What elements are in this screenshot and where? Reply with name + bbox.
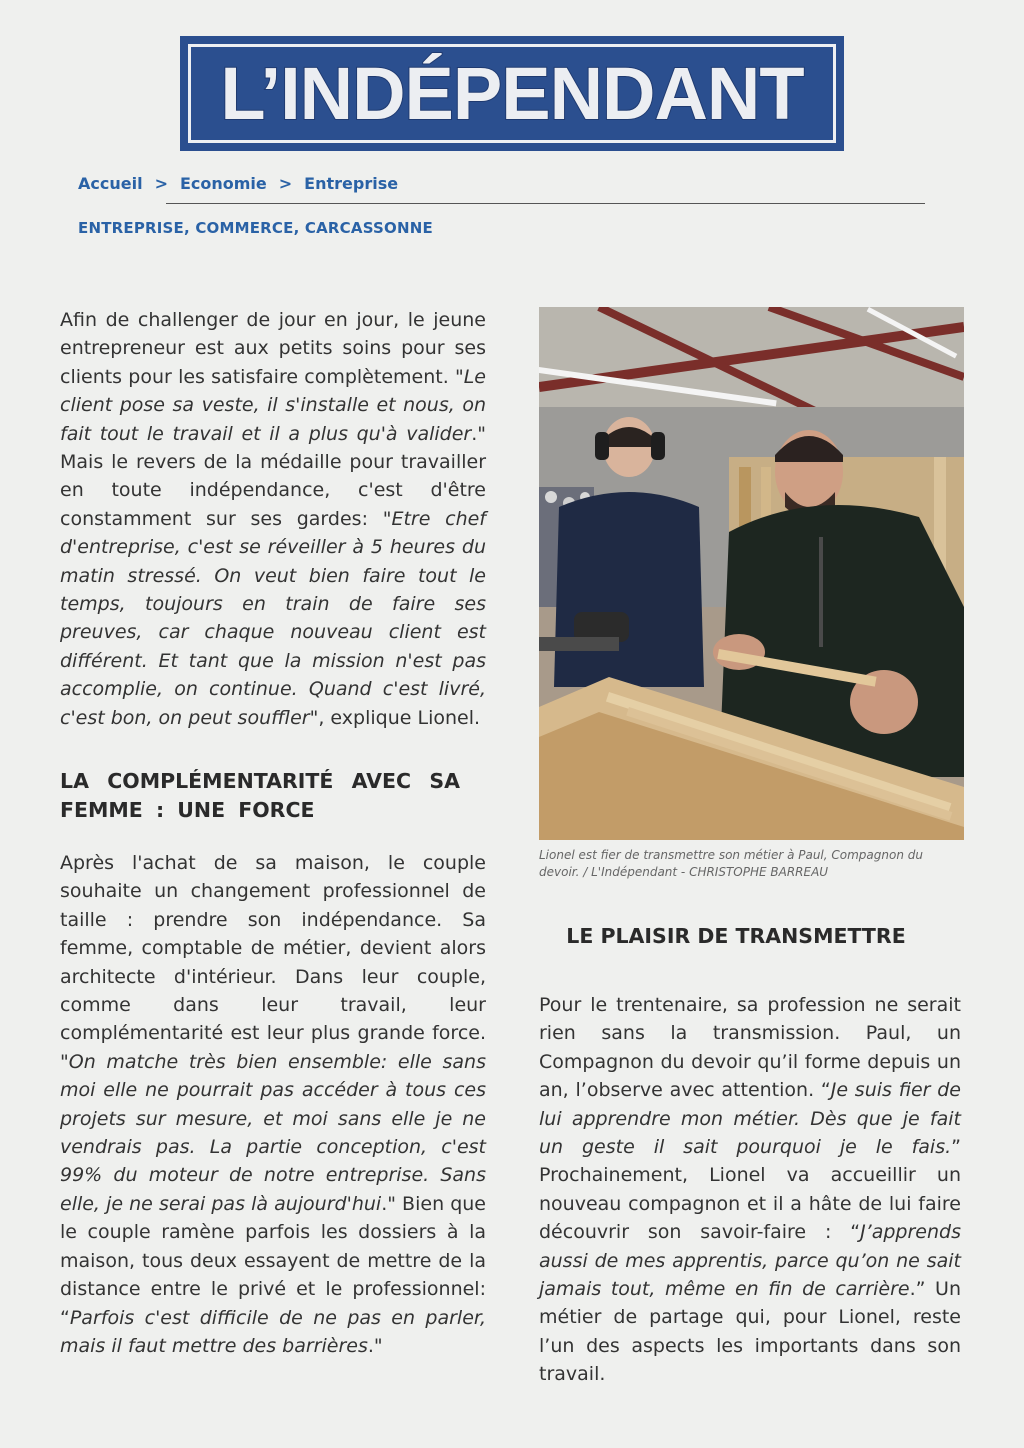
breadcrumb-separator: >	[154, 174, 168, 193]
quote-text: Je suis fier de lui apprendre mon métier. Dès que je fait un geste il sait pourquoi je le fais.	[539, 1079, 961, 1159]
article-paragraph-3	[539, 991, 961, 1389]
breadcrumb-home[interactable]: Accueil	[78, 174, 143, 193]
logo-text: L’INDÉPENDANT	[220, 51, 804, 135]
breadcrumb	[78, 174, 398, 193]
body-text: ." Bien que le couple ramène parfois les dossiers à la maison, tous deux essayent de mettre de la distance entre le privé et le professionnel: “	[60, 1192, 486, 1329]
body-text: Après l'achat de sa maison, le couple souhaite un changement professionnel de taille : prendre son indépendance. Sa femme, comptable de métier, devient alors architecte d'intérieur. Dans leur couple, comme dans leur travail, leur complémentarité est leur plus grande force. "	[60, 852, 486, 1073]
section-heading-complementarite: LA COMPLÉMENTARITÉ AVEC SA FEMME : UNE FORCE	[60, 769, 460, 822]
article-tags[interactable]: ENTREPRISE, COMMERCE, CARCASSONNE	[78, 219, 433, 237]
paragraph-text	[60, 849, 486, 1360]
article-paragraph-2	[60, 849, 486, 1360]
paragraph-text	[60, 306, 486, 732]
paragraph-text	[539, 991, 961, 1389]
section-heading-transmettre: LE PLAISIR DE TRANSMETTRE	[566, 924, 906, 948]
body-text: ."	[367, 1334, 383, 1357]
body-text: ", explique Lionel.	[309, 706, 481, 729]
body-text: Pour le trentenaire, sa profession ne serait rien sans la transmission. Paul, un Compagnon du devoir qu’il forme depuis un an, l’observe avec attention. “	[539, 994, 961, 1102]
logo-frame	[188, 44, 836, 143]
quote-text: On matche très bien ensemble: elle sans moi elle ne pourrait pas accéder à tous ces projets sur mesure, et moi sans elle je ne vendrais pas. La partie conception, c'est 99% du moteur de notre entreprise. Sans elle, je ne serai pas là aujourd'hui	[60, 1050, 486, 1215]
body-text: .” Un métier de partage qui, pour Lionel, reste l’un des aspects les importants dans son travail.	[539, 1278, 962, 1386]
quote-text: J’apprends aussi de mes apprentis, parce qu’on ne sait jamais tout, même en fin de carrière	[539, 1221, 961, 1301]
workshop-photo-illustration	[539, 307, 964, 840]
quote-text: Le client pose sa veste, il s'installe et nous, on fait tout le travail et il a plus qu'à valider	[60, 365, 486, 445]
quote-text: Parfois c'est difficile de ne pas en parler, mais il faut mettre des barrières	[60, 1306, 486, 1357]
body-text: ” Prochainement, Lionel va accueillir un nouveau compagnon et il a hâte de lui faire découvrir son savoir-faire : “	[539, 1136, 961, 1244]
newspaper-logo[interactable]	[180, 36, 844, 151]
breadcrumb-separator: >	[278, 174, 293, 193]
body-text: Afin de challenger de jour en jour, le jeune entrepreneur est aux petits soins pour ses clients pour les satisfaire complètement. "	[60, 309, 486, 388]
breadcrumb-economie[interactable]: Economie	[179, 174, 267, 193]
photo-caption: Lionel est fier de transmettre son métier à Paul, Compagnon du devoir. / L'Indépendant - CHRISTOPHE BARREAU	[539, 848, 923, 879]
article-photo	[539, 307, 964, 840]
quote-text: Etre chef d'entreprise, c'est se réveiller à 5 heures du matin stressé. On veut bien faire tout le temps, toujours en train de faire ses preuves, car chaque nouveau client est différent. Et tant que la mission n'est pas accomplie, on continue. Quand c'est livré, c'est bon, on peut souffler	[60, 507, 486, 729]
body-text: ." Mais le revers de la médaille pour travailler en toute indépendance, c'est d'être constamment sur ses gardes: "	[60, 422, 486, 530]
article-paragraph-1	[60, 306, 486, 732]
header-divider	[166, 203, 925, 204]
breadcrumb-entreprise[interactable]: Entreprise	[304, 174, 399, 193]
